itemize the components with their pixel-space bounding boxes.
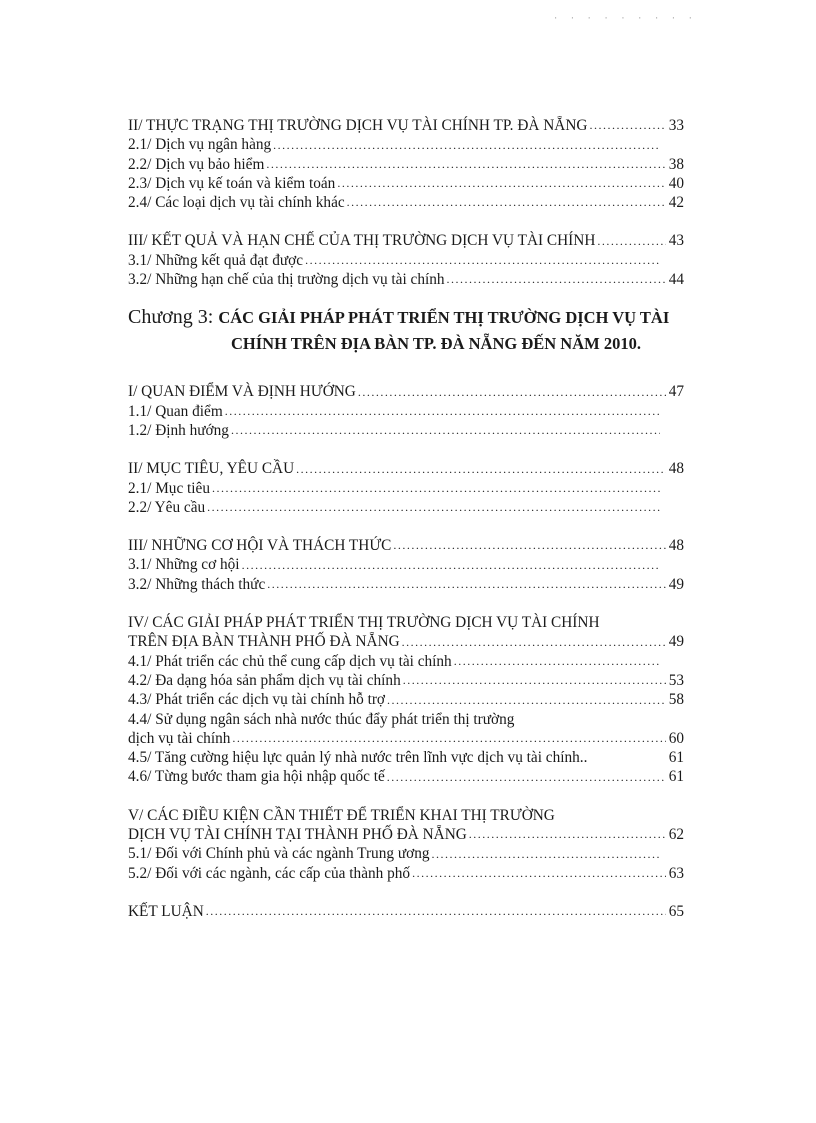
toc-entry bbox=[128, 402, 684, 421]
toc-entry-label: I/ QUAN ĐIỂM VÀ ĐỊNH HƯỚNG bbox=[128, 383, 356, 401]
dot-leader bbox=[454, 655, 660, 667]
toc-entry-label: DỊCH VỤ TÀI CHÍNH TẠI THÀNH PHỐ ĐÀ NẴNG bbox=[128, 826, 467, 844]
toc-entry-label: 4.5/ Tăng cường hiệu lực quản lý nhà nước trên lĩnh vực dịch vụ tài chính.. bbox=[128, 749, 588, 767]
dot-leader bbox=[212, 482, 660, 494]
spacer bbox=[128, 594, 684, 613]
toc-entry bbox=[128, 155, 684, 174]
toc-entry-label: 2.1/ Dịch vụ ngân hàng bbox=[128, 136, 272, 154]
toc-entry-label: dịch vụ tài chính bbox=[128, 729, 231, 747]
toc-entry-section-2 bbox=[128, 116, 684, 135]
toc-entry-page: 40 bbox=[668, 174, 684, 192]
toc-entry bbox=[128, 671, 684, 690]
toc-entry bbox=[128, 251, 684, 270]
toc-entry-section-5 bbox=[128, 825, 684, 844]
toc-entry bbox=[128, 421, 684, 440]
dot-leader bbox=[402, 636, 666, 648]
toc-entry-label: V/ CÁC ĐIỀU KIỆN CẦN THIẾT ĐỂ TRIỂN KHAI THỊ TRƯỜNG bbox=[128, 806, 555, 824]
toc-entry-label: IV/ CÁC GIẢI PHÁP PHÁT TRIỂN THỊ TRƯỜNG DỊCH VỤ TÀI CHÍNH bbox=[128, 614, 600, 632]
toc-entry-page: 58 bbox=[668, 691, 684, 709]
dot-leader bbox=[273, 139, 660, 151]
dot-leader bbox=[469, 828, 666, 840]
scan-marks: · · · · · · · · · bbox=[552, 14, 696, 24]
dot-leader bbox=[387, 771, 666, 783]
spacer bbox=[128, 212, 684, 231]
toc-entry-label: KẾT LUẬN bbox=[128, 902, 204, 920]
table-of-contents bbox=[128, 116, 684, 921]
toc-entry bbox=[128, 864, 684, 883]
dot-leader bbox=[242, 559, 660, 571]
toc-entry-section-3b bbox=[128, 536, 684, 555]
dot-leader bbox=[231, 424, 660, 436]
dot-leader bbox=[589, 119, 666, 131]
toc-entry-label: 4.6/ Từng bước tham gia hội nhập quốc tế bbox=[128, 768, 385, 786]
toc-entry-section-3 bbox=[128, 231, 684, 250]
dot-leader bbox=[358, 386, 666, 398]
dot-leader bbox=[305, 254, 660, 266]
toc-entry-label: 1.2/ Định hướng bbox=[128, 421, 229, 439]
toc-entry-page: 49 bbox=[668, 633, 684, 651]
toc-entry-page: 61 bbox=[668, 749, 684, 767]
toc-entry-page: 33 bbox=[668, 117, 684, 134]
toc-entry bbox=[128, 174, 684, 193]
dot-leader bbox=[412, 867, 666, 879]
toc-entry-label: 4.2/ Đa dạng hóa sản phẩm dịch vụ tài chính bbox=[128, 671, 401, 689]
dot-leader bbox=[432, 848, 660, 860]
toc-entry bbox=[128, 555, 684, 574]
toc-entry bbox=[128, 652, 684, 671]
dot-leader bbox=[225, 405, 660, 417]
toc-entry-page: 49 bbox=[668, 575, 684, 593]
toc-entry bbox=[128, 767, 684, 786]
chapter-heading bbox=[128, 305, 684, 356]
spacer bbox=[128, 787, 684, 806]
toc-entry bbox=[128, 748, 684, 767]
toc-entry-label: II/ MỤC TIÊU, YÊU CẦU bbox=[128, 460, 295, 478]
toc-entry-section-4-line-1 bbox=[128, 613, 684, 632]
toc-entry-label: 5.1/ Đối với Chính phủ và các ngành Trung ương bbox=[128, 845, 430, 863]
toc-entry-label: III/ NHỮNG CƠ HỘI VÀ THÁCH THỨC bbox=[128, 537, 392, 555]
toc-entry bbox=[128, 135, 684, 154]
dot-leader bbox=[597, 235, 666, 247]
dot-leader bbox=[232, 732, 666, 744]
dot-leader bbox=[337, 177, 666, 189]
toc-entry bbox=[128, 270, 684, 289]
toc-entry bbox=[128, 193, 684, 212]
toc-entry-section-5-line-1 bbox=[128, 806, 684, 825]
toc-entry-conclusion bbox=[128, 902, 684, 921]
spacer bbox=[128, 440, 684, 459]
toc-entry-page: 38 bbox=[668, 155, 684, 173]
toc-entry-label: 3.1/ Những kết quả đạt được bbox=[128, 251, 304, 269]
toc-entry-label: 3.2/ Những hạn chế của thị trường dịch vụ tài chính bbox=[128, 271, 445, 289]
toc-entry-page: 48 bbox=[668, 537, 684, 555]
toc-entry-page: 62 bbox=[668, 826, 684, 844]
spacer bbox=[128, 883, 684, 902]
toc-entry bbox=[128, 575, 684, 594]
toc-entry-label: II/ THỰC TRẠNG THỊ TRƯỜNG DỊCH VỤ TÀI CHÍNH TP. ĐÀ NẴNG bbox=[128, 117, 588, 134]
dot-leader bbox=[206, 905, 666, 917]
toc-entry-section-1 bbox=[128, 382, 684, 401]
toc-entry bbox=[128, 729, 684, 748]
dot-leader bbox=[266, 158, 666, 170]
dot-leader bbox=[296, 463, 666, 475]
toc-entry-label: 4.1/ Phát triển các chủ thể cung cấp dịch vụ tài chính bbox=[128, 652, 452, 670]
toc-entry-label: 3.2/ Những thách thức bbox=[128, 575, 266, 593]
toc-entry-label: 2.3/ Dịch vụ kế toán và kiểm toán bbox=[128, 174, 336, 192]
toc-entry-label: 2.2/ Dịch vụ bảo hiểm bbox=[128, 155, 265, 173]
toc-entry-label: III/ KẾT QUẢ VÀ HẠN CHẾ CỦA THỊ TRƯỜNG DỊCH VỤ TÀI CHÍNH bbox=[128, 232, 596, 250]
spacer bbox=[128, 517, 684, 536]
chapter-title: CÁC GIẢI PHÁP PHÁT TRIỂN THỊ TRƯỜNG DỊCH VỤ TÀI bbox=[218, 308, 670, 328]
toc-entry-page: 60 bbox=[668, 729, 684, 747]
toc-entry-page: 53 bbox=[668, 671, 684, 689]
toc-entry-page: 65 bbox=[668, 902, 684, 920]
dot-leader bbox=[267, 578, 666, 590]
chapter-number: Chương 3: bbox=[128, 306, 214, 329]
toc-entry-line-1 bbox=[128, 710, 684, 729]
toc-entry-page: 43 bbox=[668, 232, 684, 250]
toc-entry-label: 1.1/ Quan điểm bbox=[128, 402, 223, 420]
dot-leader bbox=[347, 196, 666, 208]
toc-entry bbox=[128, 479, 684, 498]
toc-entry-page: 63 bbox=[668, 864, 684, 882]
toc-entry-section-4 bbox=[128, 632, 684, 651]
toc-entry-label: 3.1/ Những cơ hội bbox=[128, 556, 240, 574]
toc-entry-page: 44 bbox=[668, 271, 684, 289]
dot-leader bbox=[403, 674, 666, 686]
toc-entry bbox=[128, 844, 684, 863]
chapter-title-line-1 bbox=[128, 305, 684, 330]
chapter-title-line-2: CHÍNH TRÊN ĐỊA BÀN TP. ĐÀ NẴNG ĐẾN NĂM 2010. bbox=[231, 334, 641, 354]
toc-entry-page: 42 bbox=[668, 194, 684, 212]
toc-entry-label: 5.2/ Đối với các ngành, các cấp của thành phố bbox=[128, 864, 411, 882]
toc-entry-label: 2.2/ Yêu cầu bbox=[128, 498, 206, 516]
toc-entry-label: 2.4/ Các loại dịch vụ tài chính khác bbox=[128, 194, 345, 212]
dot-leader bbox=[447, 273, 666, 285]
toc-entry-label: 2.1/ Mục tiêu bbox=[128, 479, 210, 497]
toc-entry bbox=[128, 690, 684, 709]
toc-entry-page: 48 bbox=[668, 460, 684, 478]
dot-leader bbox=[393, 539, 666, 551]
toc-entry bbox=[128, 498, 684, 517]
dot-leader bbox=[207, 501, 660, 513]
dot-leader bbox=[387, 694, 666, 706]
toc-entry-section-2b bbox=[128, 459, 684, 478]
toc-entry-label: TRÊN ĐỊA BÀN THÀNH PHỐ ĐÀ NẴNG bbox=[128, 633, 400, 651]
toc-entry-label: 4.3/ Phát triển các dịch vụ tài chính hỗ trợ bbox=[128, 691, 386, 709]
toc-entry-label: 4.4/ Sử dụng ngân sách nhà nước thúc đẩy phát triển thị trường bbox=[128, 710, 515, 728]
toc-entry-page: 61 bbox=[668, 768, 684, 786]
toc-entry-page: 47 bbox=[668, 383, 684, 401]
